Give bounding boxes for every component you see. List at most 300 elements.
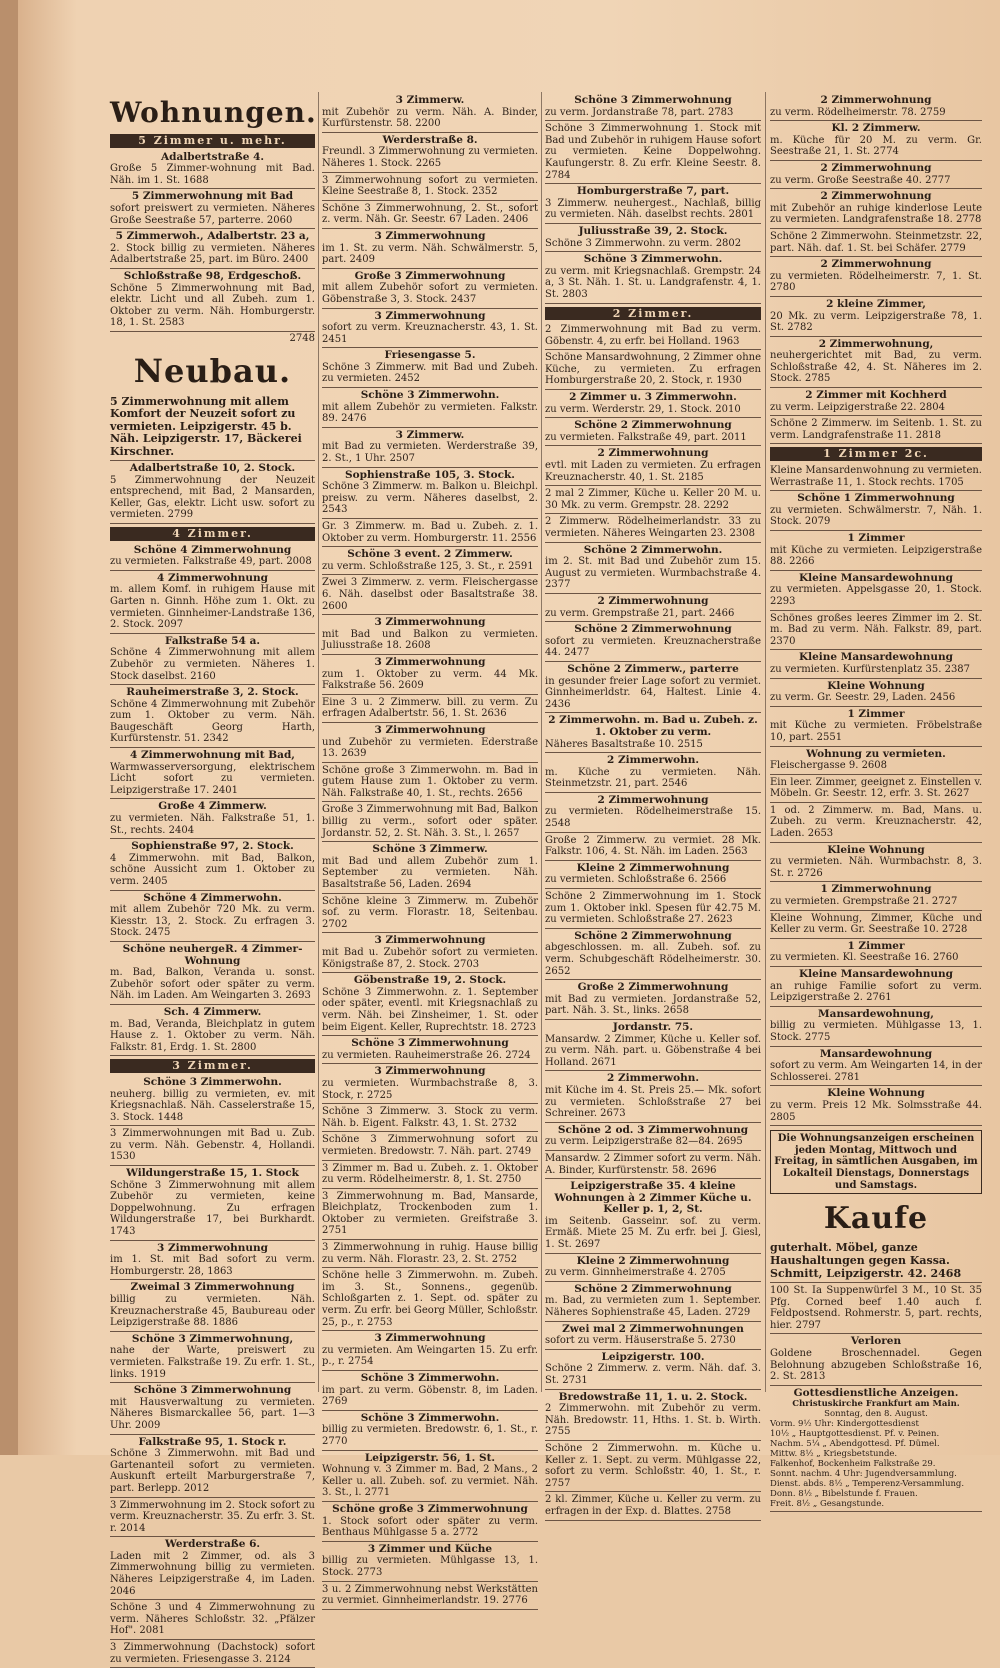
ad-heading: Kl. 2 Zimmerw. [831,122,921,135]
classified-ad [770,492,982,531]
ad-text: zu vermieten. Näh. Falkstraße 51, 1. St., rechts. 2404 [110,813,315,836]
ad-text: m. allem Komf. in ruhigem Hause mit Garten n. Ginnh. Höhe zum 1. Okt. zu vermieten. Ginnheimer-Landstraße 136, 2. Stock. 2097 [110,584,315,631]
ad-text: 20 Mk. zu verm. Leipzigerstraße 78, 1. St. 2782 [770,310,982,334]
ad-heading: Schöne neuhergeR. 4 Zimmer-Wohnung [122,942,303,967]
ad-text: Warmwasserversorgung, elektrischem Licht sofort zu vermieten. Leipzigerstraße 17. 2401 [110,761,315,796]
ad-text: zu vermieten. Falkstraße 49, part. 2011 [545,431,747,443]
ad-heading: 3 Zimmerwohnung [374,655,486,668]
ad-heading: 2 Zimmerwohnung [597,594,709,607]
ad-heading: 3 Zimmerw. [395,428,465,441]
classified-ad [322,616,538,655]
ad-text: Schöne 3 Zimmerw. 3. Stock zu verm. Näh. b. Eigent. Falkstr. 43, 1. St. 2732 [322,1106,538,1129]
classified-ad [322,1133,538,1160]
ad-heading: Falkstraße 54 a. [164,634,261,647]
classified-ad [770,1008,982,1047]
ad-text: zu vermieten. Schwälmerstr. 7, Näh. 1. Stock. 2079 [770,504,982,528]
ad-text: Schöne 2 Zimmerw. im Seitenb. 1. St. zu verm. Landgrafenstraße 11. 2818 [770,418,982,441]
classified-ad [110,1167,315,1241]
ad-heading: Schöne 3 Zimmerwohn. [143,1075,282,1088]
classified-ad [110,1281,315,1331]
ad-heading: Schöne 3 Zimmerwohn. [360,1411,500,1424]
ad-heading: 2 Zimmer u. 3 Zimmerwohn. [569,391,737,404]
ad-heading: Große 4 Zimmerw. [158,800,267,813]
ad-heading: Leipzigerstr. 100. [601,1350,705,1363]
ad-text: 2 mal 2 Zimmer, Küche u. Keller 20 M. u. 30 Mk. zu verm. Grempstr. 28. 2292 [545,488,761,511]
ad-text: zu verm. Jordanstraße 78, part. 2783 [545,106,734,118]
classified-ad [770,968,982,1007]
church-line: Falkenhof, Bockenheim Falkstraße 29. [770,1459,936,1470]
classified-ad [110,1333,315,1383]
ad-heading: 2 Zimmerwohnung [597,793,709,806]
ad-text: Schöne 4 Zimmerwohnung mit Zubehör zum 1. Oktober zu verm. Näh. Baugeschäft Georg Harth, Kurfürstenstr. 51. 2342 [110,698,315,745]
church-date: Sonntag, den 8. August. [824,1409,928,1420]
classified-ad [545,1442,761,1492]
ad-heading: 3 Zimmerwohnung [374,934,486,947]
church-line: Mittw. 8½ „ Kriegsbetstunde. [770,1449,898,1460]
ad-text: 3 Zimmerwohnung im 2. Stock sofort zu verm. Kreuznacherstr. 35. Zu erfr. 3. St. r. 2014 [110,1499,315,1534]
church-heading: Gottesdienstliche Anzeigen. [793,1386,959,1399]
classified-ad [322,134,538,173]
classified-ad [545,1124,761,1151]
ad-text: Goldene Broschennadel. Gegen Belohnung abzugeben Schloßstraße 16, 2. St. 2813 [770,1348,982,1383]
ad-heading: Kleine 2 Zimmerwohnung [576,861,730,874]
classified-ad [545,487,761,514]
classified-ad [545,1493,761,1520]
ad-heading: Schöne 2 Zimmerw., parterre [567,662,739,675]
ad-text: mit Bad u. Zubehör sofort zu vermieten. Königstraße 87, 2. Stock. 2703 [322,947,538,970]
ad-heading: 1 Zimmer [847,707,905,720]
classified-ad [770,940,982,967]
ad-text: mit allem Zubehör sofort zu vermieten. Göbenstraße 3, 3. Stock. 2437 [322,282,538,305]
ad-heading: 3 Zimmerw. [395,94,465,106]
ad-text: zu verm. Leipzigerstraße 22. 2804 [770,401,945,413]
ad-heading: Sch. 4 Zimmerw. [163,1005,262,1018]
ad-heading: Wohnung zu vermieten. [806,747,946,760]
classified-ad [110,572,315,634]
ad-heading: Schöne 2 Zimmerwohnung [574,929,732,942]
ad-text: mit Zubehör an ruhige kinderlose Leute zu vermieten. Landgrafenstraße 18. 2778 [770,202,982,226]
classified-ad [545,544,761,594]
classified-ad [770,572,982,611]
section-header-5-rooms: 5 Zimmer u. mehr. [110,134,315,148]
classified-ad [545,714,761,753]
ad-heading: Werderstraße 6. [164,1538,261,1551]
ad-text: zu vermieten. Kl. Seestraße 16. 2760 [770,952,959,964]
classified-ad [545,185,761,224]
ad-heading: 1 Zimmer [847,532,905,544]
classified-ad [770,162,982,189]
ad-text: Laden mit 2 Zimmer, od. als 3 Zimmerwohnung billig zu vermieten. Näheres Leipzigerstraße 4, im Laden. 2046 [110,1550,315,1597]
ad-text: neuherg. billig zu vermieten, ev. mit Kriegsnachlaß. Näh. Casselerstraße 15, 3. Stock. 1448 [110,1088,315,1123]
ad-text: sofort zu vermieten. Kreuznacherstraße 44. 2477 [545,635,761,659]
classified-ad [545,351,761,390]
classified-ad [322,724,538,763]
ad-heading: Kleine Mansardewohnung [798,571,953,584]
classified-ad [545,94,761,121]
ad-text: 2 kl. Zimmer, Küche u. Keller zu verm. zu erfragen in der Exp. d. Blattes. 2758 [545,1494,761,1517]
ad-text: neuhergerichtet mit Bad, zu verm. Schloßstraße 42, 4. St. Näheres im 2. Stock. 2785 [770,350,982,385]
ad-heading: 2 Zimmerwohnung [820,161,932,174]
ad-text: Kleine Wohnung, Zimmer, Küche und Keller zu verm. Gr. Seestraße 10. 2728 [770,912,982,936]
ad-text: Schöne 2 Zimmerw. z. verm. Näh. daf. 3. St. 2731 [545,1363,761,1386]
classified-ad [322,1503,538,1542]
ad-heading: 3 Zimmerwohnung [374,309,486,322]
ad-text: Freundl. 3 Zimmerwohnung zu vermieten. Näheres 1. Stock. 2265 [322,146,538,169]
ad-text: billig zu vermieten. Bredowstr. 6, 1. St., r. 2770 [322,1424,538,1447]
ad-heading: Schöne 3 event. 2 Zimmerw. [347,548,513,561]
classified-ad [770,230,982,257]
ad-heading: 2 Zimmerwohn. [606,754,699,767]
ad-text: mit allem Zubehör zu vermieten. Falkstr. 89. 2476 [322,401,538,425]
ad-text: Schöne 3 Zimmerw. m. Balkon u. Bleichpl. preisw. zu verm. Näheres daselbst, 2. 2543 [322,481,538,516]
classified-ad [770,748,982,775]
ad-text: im 1. St. mit Bad sofort zu verm. Homburgerstr. 28, 1863 [110,1254,315,1277]
section-header-2-rooms: 2 Zimmer. [545,307,761,321]
ad-heading: Schöne 3 Zimmerwohn. [360,389,500,402]
ad-text: zu vermieten. Wurmbachstraße 8, 3. Stock, r. 2725 [322,1077,538,1101]
ad-heading: Falkstraße 95, 1. Stock r. [138,1435,287,1448]
classified-ad [545,595,761,622]
section-header-1-room: 1 Zimmer 2c. [770,447,982,461]
ad-heading: Mansardewohnung, [818,1007,934,1020]
church-line: Vorm. 9½ Uhr: Kindergottesdienst [770,1419,919,1430]
classified-ad [322,576,538,615]
classified-ad [110,230,315,269]
classified-ad [110,1538,315,1600]
classified-ad [110,840,315,890]
classified-ad [770,94,982,121]
classified-ad [545,794,761,833]
ad-heading: Juliusstraße 39, 2. Stock. [578,224,728,237]
church-line: Sonnt. nachm. 4 Uhr: Jugendversammlung. [770,1469,957,1480]
ad-text: Schöne 3 Zimmerwohnung mit allem Zubehör zu vermieten, keine Doppelwohnung. Zu erfragen Wildungerstraße 17, bei Burkhardt. 1743 [110,1179,315,1238]
ad-heading: 3 Zimmerwohnung [374,723,486,736]
ad-text: zu vermieten. Rauheimerstraße 26. 2724 [322,1049,531,1061]
classified-ad [110,462,315,524]
classified-ad [770,651,982,678]
classified-ad [110,686,315,748]
classified-ad [322,764,538,803]
neubau-title: Neubau. [133,351,292,390]
ad-heading: Sophienstraße 105, 3. Stock. [345,468,515,481]
ad-text: zu verm. Werderstr. 29, 1. Stock. 2010 [545,403,741,415]
ad-heading: Werderstraße 8. [382,133,478,146]
ad-text: zu verm. mit Kriegsnachlaß. Grempstr. 24 a, 3 St. Näh. 1. St. u. Landgrafenstr. 4, 1. St. 2803 [545,265,761,300]
ad-heading: Große 3 Zimmerwohnung [354,269,506,282]
ad-text: zu verm. Gr. Seestr. 29, Laden. 2456 [770,692,956,704]
classified-ad [545,1283,761,1322]
ad-text: Schöne 5 Zimmerwohnung mit Bad, elektr. Licht und all Zubeh. zum 1. Oktober zu verm. Näh. Homburgerstr. 18, 1. St. 2583 [110,282,315,329]
ad-heading: 2 Zimmer mit Kochherd [805,389,947,402]
classified-ad [770,1087,982,1126]
classified-ad [322,1543,538,1582]
ad-heading: Adalbertstraße 4. [160,150,265,163]
ad-text: zu vermieten. Appelsgasse 20, 1. Stock. 2293 [770,584,982,607]
classified-ad [770,680,982,707]
ad-text: Fleischergasse 9. 2608 [770,760,888,772]
classified-ad [322,389,538,428]
ad-heading: Leipzigerstr. 56, 1. St. [364,1451,496,1464]
ad-heading: 3 Zimmerwohnung [374,1065,486,1078]
neubau-ad: 5 Zimmerwohnung mit allem Komfort der Neuzeit sofort zu vermieten. Leipzigerstr. 45 b. Näh. Leipzigerstr. 17, Bäckerei Kirschner. [110,395,315,462]
ad-text: Schöne helle 3 Zimmerwohn. m. Zubeh. im 3. St., Sonnens., gegenüb. Schloßgarten z. 1. Sept. od. später zu verm. Zu erfr. bei Georg Müller, Schloßstr. 25, p., r. 2753 [322,1270,539,1328]
ad-text: in gesunder freier Lage sofort zu vermiet. Ginnheimerldstr. 64, Haltest. Linie 4. 2436 [545,675,761,710]
ad-text: Ein leer. Zimmer, geeignet z. Einstellen v. Möbeln. Gr. Seestr. 12, erfr. 3. St. 2627 [770,776,982,800]
ad-heading: Homburgerstraße 7, part. [576,185,730,198]
classified-ad [322,310,538,349]
section-header-3-rooms: 3 Zimmer. [110,1059,315,1073]
classified-ad [322,469,538,519]
ad-text: Schöne 3 Zimmerwohn. z. 1. September oder später, eventl. mit Kriegsnachlaß zu verm. Näh. bei Zinsheimer, 1. St. oder beim Eigent. Keller, Ruprechtstr. 18. 2723 [322,986,538,1033]
ad-text: mit Bad und Balkon zu vermieten. Juliusstraße 18. 2608 [322,628,538,652]
ad-heading: Schöne große 3 Zimmerwohnung [332,1502,528,1515]
classified-ad [322,895,538,934]
publication-notice: Die Wohnungsanzeigen erscheinen jeden Montag, Mittwoch und Freitag, in sämtlichen Ausgaben, im Lokalteil Dienstags, Donnerstags und Samstags. [770,1130,982,1194]
ad-heading: 2 Zimmerwohn. m. Bad u. Zubeh. z. 1. Oktober zu verm. [548,714,758,738]
ad-heading: 4 Zimmerwohnung mit Bad, [130,749,295,762]
classified-ad [110,151,315,190]
classified-ad [110,1127,315,1166]
classified-ad [322,1065,538,1104]
ad-heading: Kleine 2 Zimmerwohnung [576,1254,730,1267]
ad-heading: Bredowstraße 11, 1. u. 2. Stock. [558,1390,748,1403]
classified-ad [322,803,538,842]
ad-heading: Verloren [850,1335,902,1348]
classified-ad [545,1180,761,1254]
ad-text: Mansardw. 2 Zimmer, Küche u. Keller sof. zu verm. Näh. part. u. Göbenstraße 4 bei Holland. 2671 [545,1033,761,1068]
classified-ad [770,464,982,491]
ad-heading: 2 Zimmerwohnung [820,94,932,106]
ad-text: 1. Stock sofort oder später zu verm. Benthaus Mühlgasse 5 a. 2772 [322,1515,538,1539]
classified-ad [322,174,538,201]
classified-ad [545,323,761,350]
ad-text: 3 Zimmerwohnung in ruhig. Hause billig zu verm. Näh. Florastr. 23, 2. St. 2752 [322,1242,538,1265]
ad-heading: 3 Zimmerwohnung [374,1332,486,1345]
ad-text: und Zubehör zu vermieten. Ederstraße 13. 2639 [322,736,538,760]
classified-ad [770,1335,982,1385]
ad-text: 3 Zimmerwohnungen mit Bad u. Zub. zu verm. Näh. Gebenstr. 4, Hollandi. 1530 [110,1128,315,1163]
ad-heading: Göbenstraße 19, 2. Stock. [353,974,507,987]
classified-ad [110,1436,315,1498]
ad-heading: Wildungerstraße 15, 1. Stock [126,1167,299,1180]
ad-text: 3 u. 2 Zimmerwohnung nebst Werkstätten zu vermiet. Ginnheimerlandstr. 19. 2776 [322,1583,538,1607]
ad-list [110,151,315,332]
ad-list [110,544,315,1057]
ad-text: 3 Zimmerwohnung m. Bad, Mansarde, Bleichplatz, Trockenboden zum 1. Oktober zu vermieten. Greifstraße 3. 2751 [322,1190,538,1237]
classified-ad [545,1152,761,1179]
ad-text: 3 Zimmerwohnung sofort zu vermieten. Kleine Seestraße 8, 1. Stock. 2352 [322,174,538,198]
ad-text: 5 Zimmerwohnung der Neuzeit entsprechend, mit Bad, 2 Mansarden, Keller, Gas, elektr. Licht usw. sofort zu vermieten. 2799 [110,474,315,521]
column-4 [770,94,982,1510]
church-lines [770,1419,982,1509]
ad-text: Zwei 3 Zimmerw. z. verm. Fleischergasse 6. Näh. daselbst oder Basaltstraße 38. 2600 [322,577,538,612]
classified-ad [322,1372,538,1411]
ad-heading: 2 Zimmerwohnung, [818,337,934,350]
column-rule [318,92,319,1392]
ad-heading: Kleine Wohnung [827,843,925,856]
ad-text: Schöne 2 Zimmerwohn. m. Küche u. Keller z. 1. Sept. zu verm. Mühlgasse 22, sofort zu verm. Schloßstr. 40, 1. St., r. 2757 [545,1442,761,1489]
classified-ad [770,532,982,571]
ad-text: zu verm. Schloßstraße 125, 3. St., r. 2591 [322,560,534,572]
ad-list [110,1076,315,1668]
ad-text: Schöne 3 Zimmerwohn. mit Bad und Gartenanteil sofort zu vermieten. Auskunft erteilt Marburgerstraße 7, part. Berlepp. 2012 [110,1448,315,1494]
classified-ad [322,230,538,269]
ad-heading: Zweimal 3 Zimmerwohnung [130,1281,295,1294]
classified-ad [545,1323,761,1350]
ad-text: im 2. St. mit Bad und Zubehör zum 15. August zu vermieten. Wurmbachstraße 4. 2377 [545,556,761,591]
ad-heading: 3 Zimmerwohnung [157,1241,268,1254]
ad-text: mit Bad und allem Zubehör zum 1. September zu vermieten. Näh. Basaltstraße 56, Laden. 2694 [322,855,538,891]
ad-text: Eine 3 u. 2 Zimmerw. bill. zu verm. Zu erfragen Adalbertstr. 56, 1. St. 2636 [322,696,538,720]
ad-heading: Schöne 3 Zimmerwohnung [574,94,732,106]
classified-ad [770,804,982,843]
ad-list [545,94,761,304]
classified-ad [110,1006,315,1056]
ad-text: Kleine Mansardenwohnung zu vermieten. Werrastraße 11, 1. Stock rechts. 1705 [770,465,982,488]
ad-heading: Friesengasse 5. [384,349,476,362]
ad-heading: Schöne 3 Zimmerwohn. [583,253,723,266]
ad-text: Schöne kleine 3 Zimmerw. m. Zubehör sof. zu verm. Florastr. 18, Seitenbau. 2702 [322,895,538,930]
ad-heading: Schöne 2 Zimmerwohnung [574,1282,732,1295]
ad-heading: Schöne 3 Zimmerwohnung, [131,1332,294,1345]
section-header-4-rooms: 4 Zimmer. [110,527,315,541]
ad-text: mit Küche zu vermieten. Fröbelstraße 10, part. 2551 [770,720,982,743]
ad-text: mit allem Zubehör 720 Mk. zu verm. Kiesstr. 13, 2. Stock. Zu erfragen 3. Stock. 2475 [110,904,315,939]
ad-list [770,94,982,444]
classified-ad [545,890,761,929]
ad-text: sofort zu verm. Häuserstraße 5. 2730 [545,1335,736,1347]
ad-text: zu vermieten. Grempstraße 21. 2727 [770,896,958,908]
ad-text: m. Bad, Veranda, Bleichplatz in gutem Hause z. 1. Oktober zu verm. Näh. Falkstr. 81, Erdg. 1. St. 2800 [110,1018,315,1053]
classified-ad [545,515,761,542]
ad-text: sofort zu verm. Kreuznacherstr. 43, 1. St. 2451 [322,322,538,345]
classified-ad [770,708,982,747]
ad-heading: Schöne 2 Zimmerwohn. [583,543,723,556]
ad-heading: 1 Zimmerwohnung [820,883,932,896]
ad-text: Näheres Basaltstraße 10. 2515 [545,738,703,750]
classified-ad [110,190,315,229]
classified-ad [545,663,761,713]
church-line: Freit. 8½ „ Gesangstunde. [770,1499,885,1510]
kaufe-title: Kaufe [823,1201,929,1237]
ad-text: Schöne 3 Zimmerw. mit Bad und Zubeh. zu vermieten. 2452 [322,361,538,385]
classified-ad [322,1452,538,1502]
classified-ad [110,892,315,942]
ad-text: im part. zu verm. Göbenstr. 8, im Laden. 2769 [322,1384,538,1408]
ad-heading: 3 Zimmer und Küche [367,1542,493,1555]
ad-text: Schöne 2 Zimmerwohnung im 1. Stock zum 1. Oktober inkl. Spesen für 42.75 M. zu vermieten. Schloßstraße 27. 2623 [545,891,761,926]
classified-ad [545,419,761,446]
ad-heading: 2 Zimmerwohnung [820,258,932,271]
ad-text: zu verm. Grempstraße 21, part. 2466 [545,607,735,619]
ad-text: billig zu vermieten. Näh. Kreuznacherstraße 45, Baubureau oder Leipzigerstraße 88. 1886 [110,1294,315,1329]
ad-text: 100 St. Ia Suppenwürfel 3 M., 10 St. 35 Pfg. Corned beef 1.40 auch f. Feldpostsend. Rohmerstr. 5, part. rechts, hier. 2797 [770,1285,982,1331]
ad-heading: 1 Zimmer [847,939,905,952]
classified-ad [322,202,538,229]
ad-text: mit Bad zu vermieten. Werderstraße 39, 2. St., 1 Uhr. 2507 [322,441,538,465]
ad-text: zu verm. Leipzigerstraße 82—84. 2695 [545,1136,743,1148]
ad-text: 2. Stock billig zu vermieten. Näheres Adalbertstraße 25, part. im Büro. 2400 [110,242,315,266]
classified-ad [110,635,315,685]
classified-ad [545,623,761,662]
classified-ad [545,834,761,861]
page-title: Wohnungen. [110,96,317,129]
ad-heading: Sophienstraße 97, 2. Stock. [131,840,294,853]
classified-ad [545,391,761,418]
ad-text: im Seitenb. Gasseinr. sof. zu verm. Ermäß. Miete 25 M. Zu erfr. bei J. Giesl, 1. St. 2697 [545,1215,761,1251]
ad-text: zu vermieten. Näh. Wurmbachstr. 8, 3. St. r. 2726 [770,856,982,879]
ad-text: Große 2 Zimmerw. zu vermiet. 28 Mk. Falkstr. 106, 4. St. Näh. im Laden. 2563 [545,834,761,858]
ad-text: sofort preiswert zu vermieten. Näheres Große Seestraße 57, parterre. 2060 [110,202,315,226]
church-line: Donn. 8½ „ Bibelstunde f. Frauen. [770,1489,918,1500]
ad-text: Große 5 Zimmer-wohnung mit Bad. Näh. im 1. St. 1688 [110,163,315,186]
ad-heading: Schloßstraße 98, Erdgeschoß. [123,269,302,282]
classified-ad [322,1037,538,1064]
ad-text: Schöne 3 Zimmerwohn. zu verm. 2802 [545,237,742,249]
ad-heading: Adalbertstraße 10, 2. Stock. [129,462,296,474]
ad-text: mit Zubehör zu verm. Näh. A. Binder, Kurfürstenstr. 58. 2200 [322,106,538,130]
ad-list [770,1284,982,1386]
classified-ad [322,1241,538,1268]
ad-text: zu verm. Große Seestraße 40. 2777 [770,174,951,186]
ad-heading: Kleine Wohnung [827,1087,925,1100]
church-subheading: Christuskirche Frankfurt am Main. [792,1399,960,1410]
ad-heading: Schöne 3 Zimmerw. [372,843,488,856]
classified-ad [545,447,761,486]
classified-ad [545,981,761,1020]
ad-heading: Schöne 3 Zimmerwohnung [351,1037,509,1050]
classified-ad [770,190,982,229]
ad-heading: 2 kleine Zimmer, [826,297,926,310]
column-3 [545,94,761,1517]
ad-heading: Rauheimerstraße 3, 2. Stock. [126,686,299,699]
ad-text: m. Küche für 20 M. zu verm. Gr. Seestraße 21, 1. St. 2774 [770,134,982,158]
classified-ad [110,749,315,799]
column-1 [110,96,317,1665]
classified-ad [545,1021,761,1071]
classified-ad [770,298,982,337]
ad-heading: Schöne 4 Zimmerwohn. [143,891,282,904]
ad-heading: Schöne 2 Zimmerwohnung [574,419,732,432]
ad-text: 1 od. 2 Zimmerw. m. Bad, Mans. u. Zubeh. zu verm. Kreuznacherstr. 42, Laden. 2653 [770,804,982,840]
kaufe-ad: guterhalt. Möbel, ganze Haushaltungen gegen Kassa. Schmitt, Leipzigerstr. 42. 2468 [770,1240,982,1283]
ad-heading: Große 2 Zimmerwohnung [577,981,729,994]
ad-heading: 5 Zimmerwohnung mit Bad [131,190,294,203]
classified-ad [770,1284,982,1334]
classified-ad [545,862,761,889]
classified-ad [545,1255,761,1282]
classified-ad [770,883,982,910]
ad-heading: 3 Zimmerwohnung [374,616,486,629]
ad-text: zu vermieten. Rödelheimerstr. 7, 1. St. 2780 [770,270,982,294]
ad-text: im 1. St. zu verm. Näh. Schwälmerstr. 5, part. 2409 [322,242,538,266]
classified-ad [322,696,538,723]
ad-text: 2 Zimmerw. Rödelheimerlandstr. 33 zu vermieten. Näheres Weingarten 23. 2308 [545,516,761,539]
classified-ad [770,389,982,416]
ad-list [545,323,761,1520]
ad-heading: 4 Zimmerwohnung [157,571,268,584]
ad-text: zu vermieten. Kurfürstenplatz 35. 2387 [770,663,971,675]
classified-ad [322,1583,538,1610]
classified-ad [322,656,538,695]
classified-ad [545,1351,761,1390]
ad-text: Schöne 3 und 4 Zimmerwohnung zu verm. Näheres Schloßstr. 32. „Pfälzer Hof". 2081 [110,1602,315,1637]
classified-ad [322,94,538,133]
classified-ad [770,844,982,883]
ad-heading: 3 Zimmerwohnung [374,229,486,242]
ad-text: mit Küche im 4. St. Preis 25.— Mk. sofort zu vermieten. Schloßstraße 27 bei Schreiner. 2673 [545,1084,761,1120]
ad-text: 2 Zimmerwohnung mit Bad zu verm. Göbenstr. 4, zu erfr. bei Holland. 1963 [545,324,761,347]
